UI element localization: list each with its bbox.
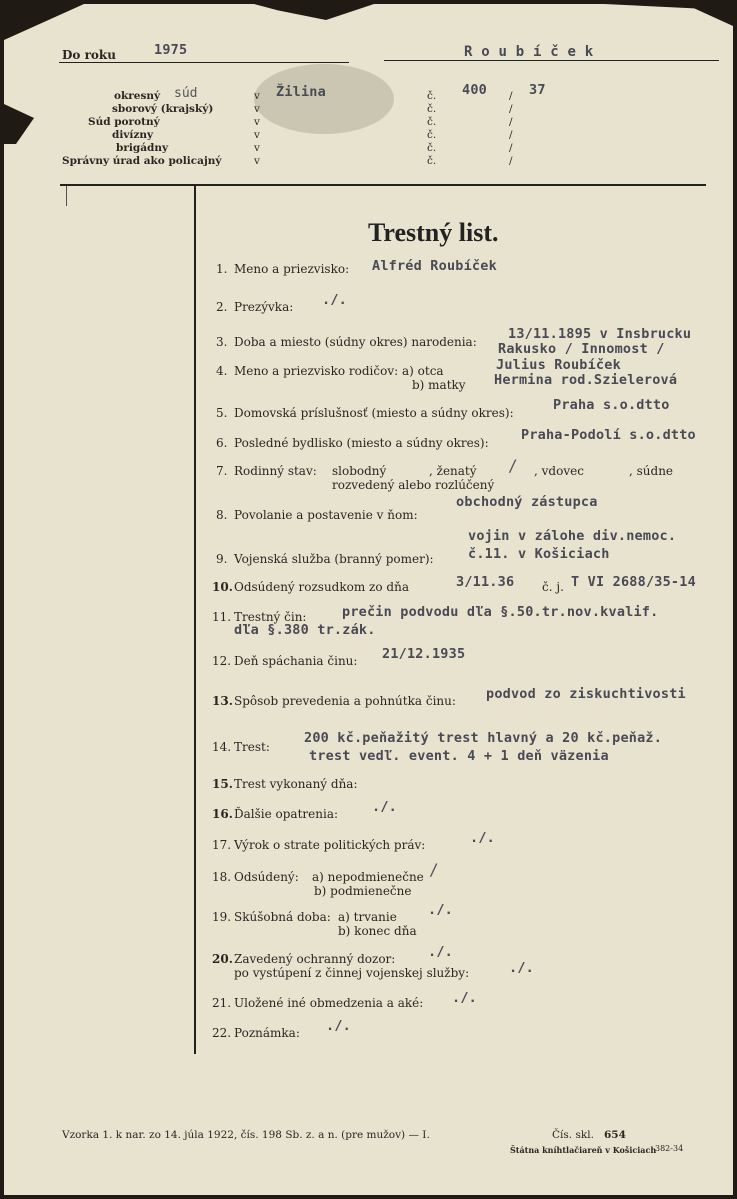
item-value: T VI 2688/35-14 (571, 574, 696, 590)
item-number: 17. (212, 838, 232, 852)
item-value: ./. (470, 830, 495, 846)
item-number: 5. (216, 406, 228, 420)
item-label: Deň spáchania činu: (234, 654, 358, 668)
item-number: 20. (212, 952, 233, 966)
item-value: č.11. v Košiciach (468, 546, 610, 562)
item-value: dľa §.380 tr.zák. (234, 622, 376, 638)
court-label: brigádny (116, 142, 169, 154)
item-value: 200 kč.peňažitý trest hlavný a 20 kč.peňaž. (304, 730, 663, 746)
court-slash: / (509, 116, 513, 128)
item-value: ./. (452, 990, 477, 1006)
item-value: Praha-Podolí s.o.dtto (521, 427, 696, 443)
item-sub-label: a) otca (402, 364, 444, 378)
item-number: 8. (216, 508, 228, 522)
item-label: Povolanie a postavenie v ňom: (234, 508, 418, 522)
torn-edge (254, 4, 374, 20)
item-value: 3/11.36 (456, 574, 515, 590)
marital-option: , vdovec (534, 464, 584, 478)
marital-option: , súdne (629, 464, 674, 478)
court-c: č. (427, 155, 437, 167)
item-label: Výrok o strate politických práv: (234, 838, 426, 852)
torn-edge (604, 4, 733, 26)
item-label: Spôsob prevedenia a pohnútka činu: (234, 694, 456, 708)
marital-option: rozvedený alebo rozlúčený (332, 478, 495, 492)
item-number: 16. (212, 807, 233, 821)
frame-top-rule (60, 184, 706, 186)
item-label: Meno a priezvisko rodičov: (234, 364, 399, 378)
item-value: Julius Roubíček (496, 357, 621, 373)
item-value: ./. (428, 944, 453, 960)
item-value: obchodný zástupca (456, 494, 598, 510)
court-slash: / (509, 90, 513, 102)
footer-printer: Štátna kníhtlačiareň v Košiciach (510, 1145, 657, 1155)
court-c: č. (427, 103, 437, 115)
item-number: 6. (216, 436, 228, 450)
court-slash: / (509, 155, 513, 167)
item-number: 15. (212, 777, 233, 791)
item-label: Trestný čin: (234, 610, 307, 624)
item-sub-label: b) matky (412, 378, 466, 392)
item-label: Trest vykonaný dňa: (234, 777, 358, 791)
check-mark: / (508, 456, 518, 475)
year-value: 1975 (154, 42, 188, 58)
cj-label: č. j. (542, 580, 564, 594)
item-label: Doba a miesto (súdny okres) narodenia: (234, 335, 477, 349)
court-label: Správny úrad ako policajný (62, 155, 222, 167)
item-number: 3. (216, 335, 228, 349)
item-value: Alfréd Roubíček (372, 258, 497, 274)
item-label: Odsúdený rozsudkom zo dňa (234, 580, 409, 594)
frame-left-rule (194, 184, 196, 1054)
court-num: 400 (462, 82, 487, 98)
court-v: v (254, 129, 260, 141)
item-label: Posledné bydlisko (miesto a súdny okres): (234, 436, 489, 450)
item-label: po vystúpení z činnej vojenskej služby: (234, 966, 470, 980)
item-value: podvod zo ziskuchtivosti (486, 686, 686, 702)
court-label: sborový (krajský) (112, 103, 214, 115)
item-sub-label: b) konec dňa (338, 924, 417, 938)
court-v: v (254, 103, 260, 115)
court-c: č. (427, 129, 437, 141)
marital-option: slobodný (332, 464, 387, 478)
court-label: Súd porotný (88, 116, 160, 128)
item-number: 9. (216, 552, 228, 566)
footer-stock-label: Čís. skl. (552, 1129, 594, 1141)
court-c: č. (427, 116, 437, 128)
item-number: 18. (212, 870, 232, 884)
court-typed: Žilina (276, 84, 326, 100)
check-mark: / (429, 860, 439, 879)
item-label: Prezývka: (234, 300, 294, 314)
court-label: divízny (112, 129, 154, 141)
surname-spaced: R o u b í č e k (464, 44, 594, 60)
footer-stock-number: 654 (604, 1129, 626, 1141)
item-label: Uložené iné obmedzenia a aké: (234, 996, 424, 1010)
item-sub-label: b) podmienečne (314, 884, 412, 898)
item-label: Skúšobná doba: (234, 910, 331, 924)
item-value: Praha s.o.dtto (553, 397, 670, 413)
item-label: Poznámka: (234, 1026, 300, 1040)
item-value: ./. (372, 799, 397, 815)
item-value: ./. (509, 960, 534, 976)
item-number: 12. (212, 654, 232, 668)
item-value: ./. (326, 1018, 351, 1034)
court-v: v (254, 90, 260, 102)
item-number: 22. (212, 1026, 232, 1040)
header-rule (384, 60, 719, 61)
item-number: 21. (212, 996, 232, 1010)
item-label: Rodinný stav: (234, 464, 317, 478)
item-label: Meno a priezvisko: (234, 262, 350, 276)
item-label: Domovská príslušnosť (miesto a súdny okres): (234, 406, 514, 420)
header-rule (59, 62, 349, 63)
court-v: v (254, 142, 260, 154)
item-number: 4. (216, 364, 228, 378)
item-number: 1. (216, 262, 228, 276)
court-slash: / (509, 103, 513, 115)
item-label: Trest: (234, 740, 270, 754)
item-value: 21/12.1935 (382, 646, 466, 662)
item-value: trest vedľ. event. 4 + 1 deň väzenia (309, 748, 609, 764)
item-sub-label: a) trvanie (338, 910, 397, 924)
court-hand: súd (174, 86, 198, 101)
torn-edge (4, 104, 34, 144)
item-number: 2. (216, 300, 228, 314)
court-slash: / (509, 142, 513, 154)
torn-corner (4, 4, 84, 40)
item-number: 7. (216, 464, 228, 478)
item-value: Rakusko / Innomost / (498, 341, 665, 357)
item-value: ./. (428, 902, 453, 918)
item-number: 14. (212, 740, 232, 754)
item-number: 13. (212, 694, 233, 708)
item-label: Vojenská služba (branný pomer): (234, 552, 434, 566)
item-value: prečin podvodu dľa §.50.tr.nov.kvalif. (342, 604, 659, 620)
item-number: 10. (212, 580, 233, 594)
item-value: 13/11.1895 v Insbrucku (508, 326, 692, 342)
court-v: v (254, 155, 260, 167)
court-slash: / (509, 129, 513, 141)
court-c: č. (427, 90, 437, 102)
do-roku-label: Do roku (62, 48, 116, 62)
footer-printer-code: 382-34 (655, 1144, 684, 1153)
marital-option: , ženatý (429, 464, 477, 478)
court-c: č. (427, 142, 437, 154)
court-year: 37 (529, 82, 546, 98)
footer-form-reference: Vzorka 1. k nar. zo 14. júla 1922, čís. 198 Sb. z. a n. (pre mužov) — I. (62, 1129, 430, 1141)
frame-tick (66, 186, 67, 206)
item-number: 19. (212, 910, 232, 924)
item-label: Zavedený ochranný dozor: (234, 952, 396, 966)
document-page (4, 4, 733, 1195)
item-value: ./. (322, 292, 347, 308)
item-value: vojin v zálohe div.nemoc. (468, 528, 677, 544)
item-sub-label: a) nepodmienečne (312, 870, 424, 884)
item-label: Odsúdený: (234, 870, 299, 884)
item-value: Hermina rod.Szielerová (494, 372, 678, 388)
document-title: Trestný list. (368, 218, 499, 247)
court-v: v (254, 116, 260, 128)
item-number: 11. (212, 610, 232, 624)
court-label: okresný (114, 90, 161, 102)
item-label: Ďalšie opatrenia: (234, 807, 339, 821)
